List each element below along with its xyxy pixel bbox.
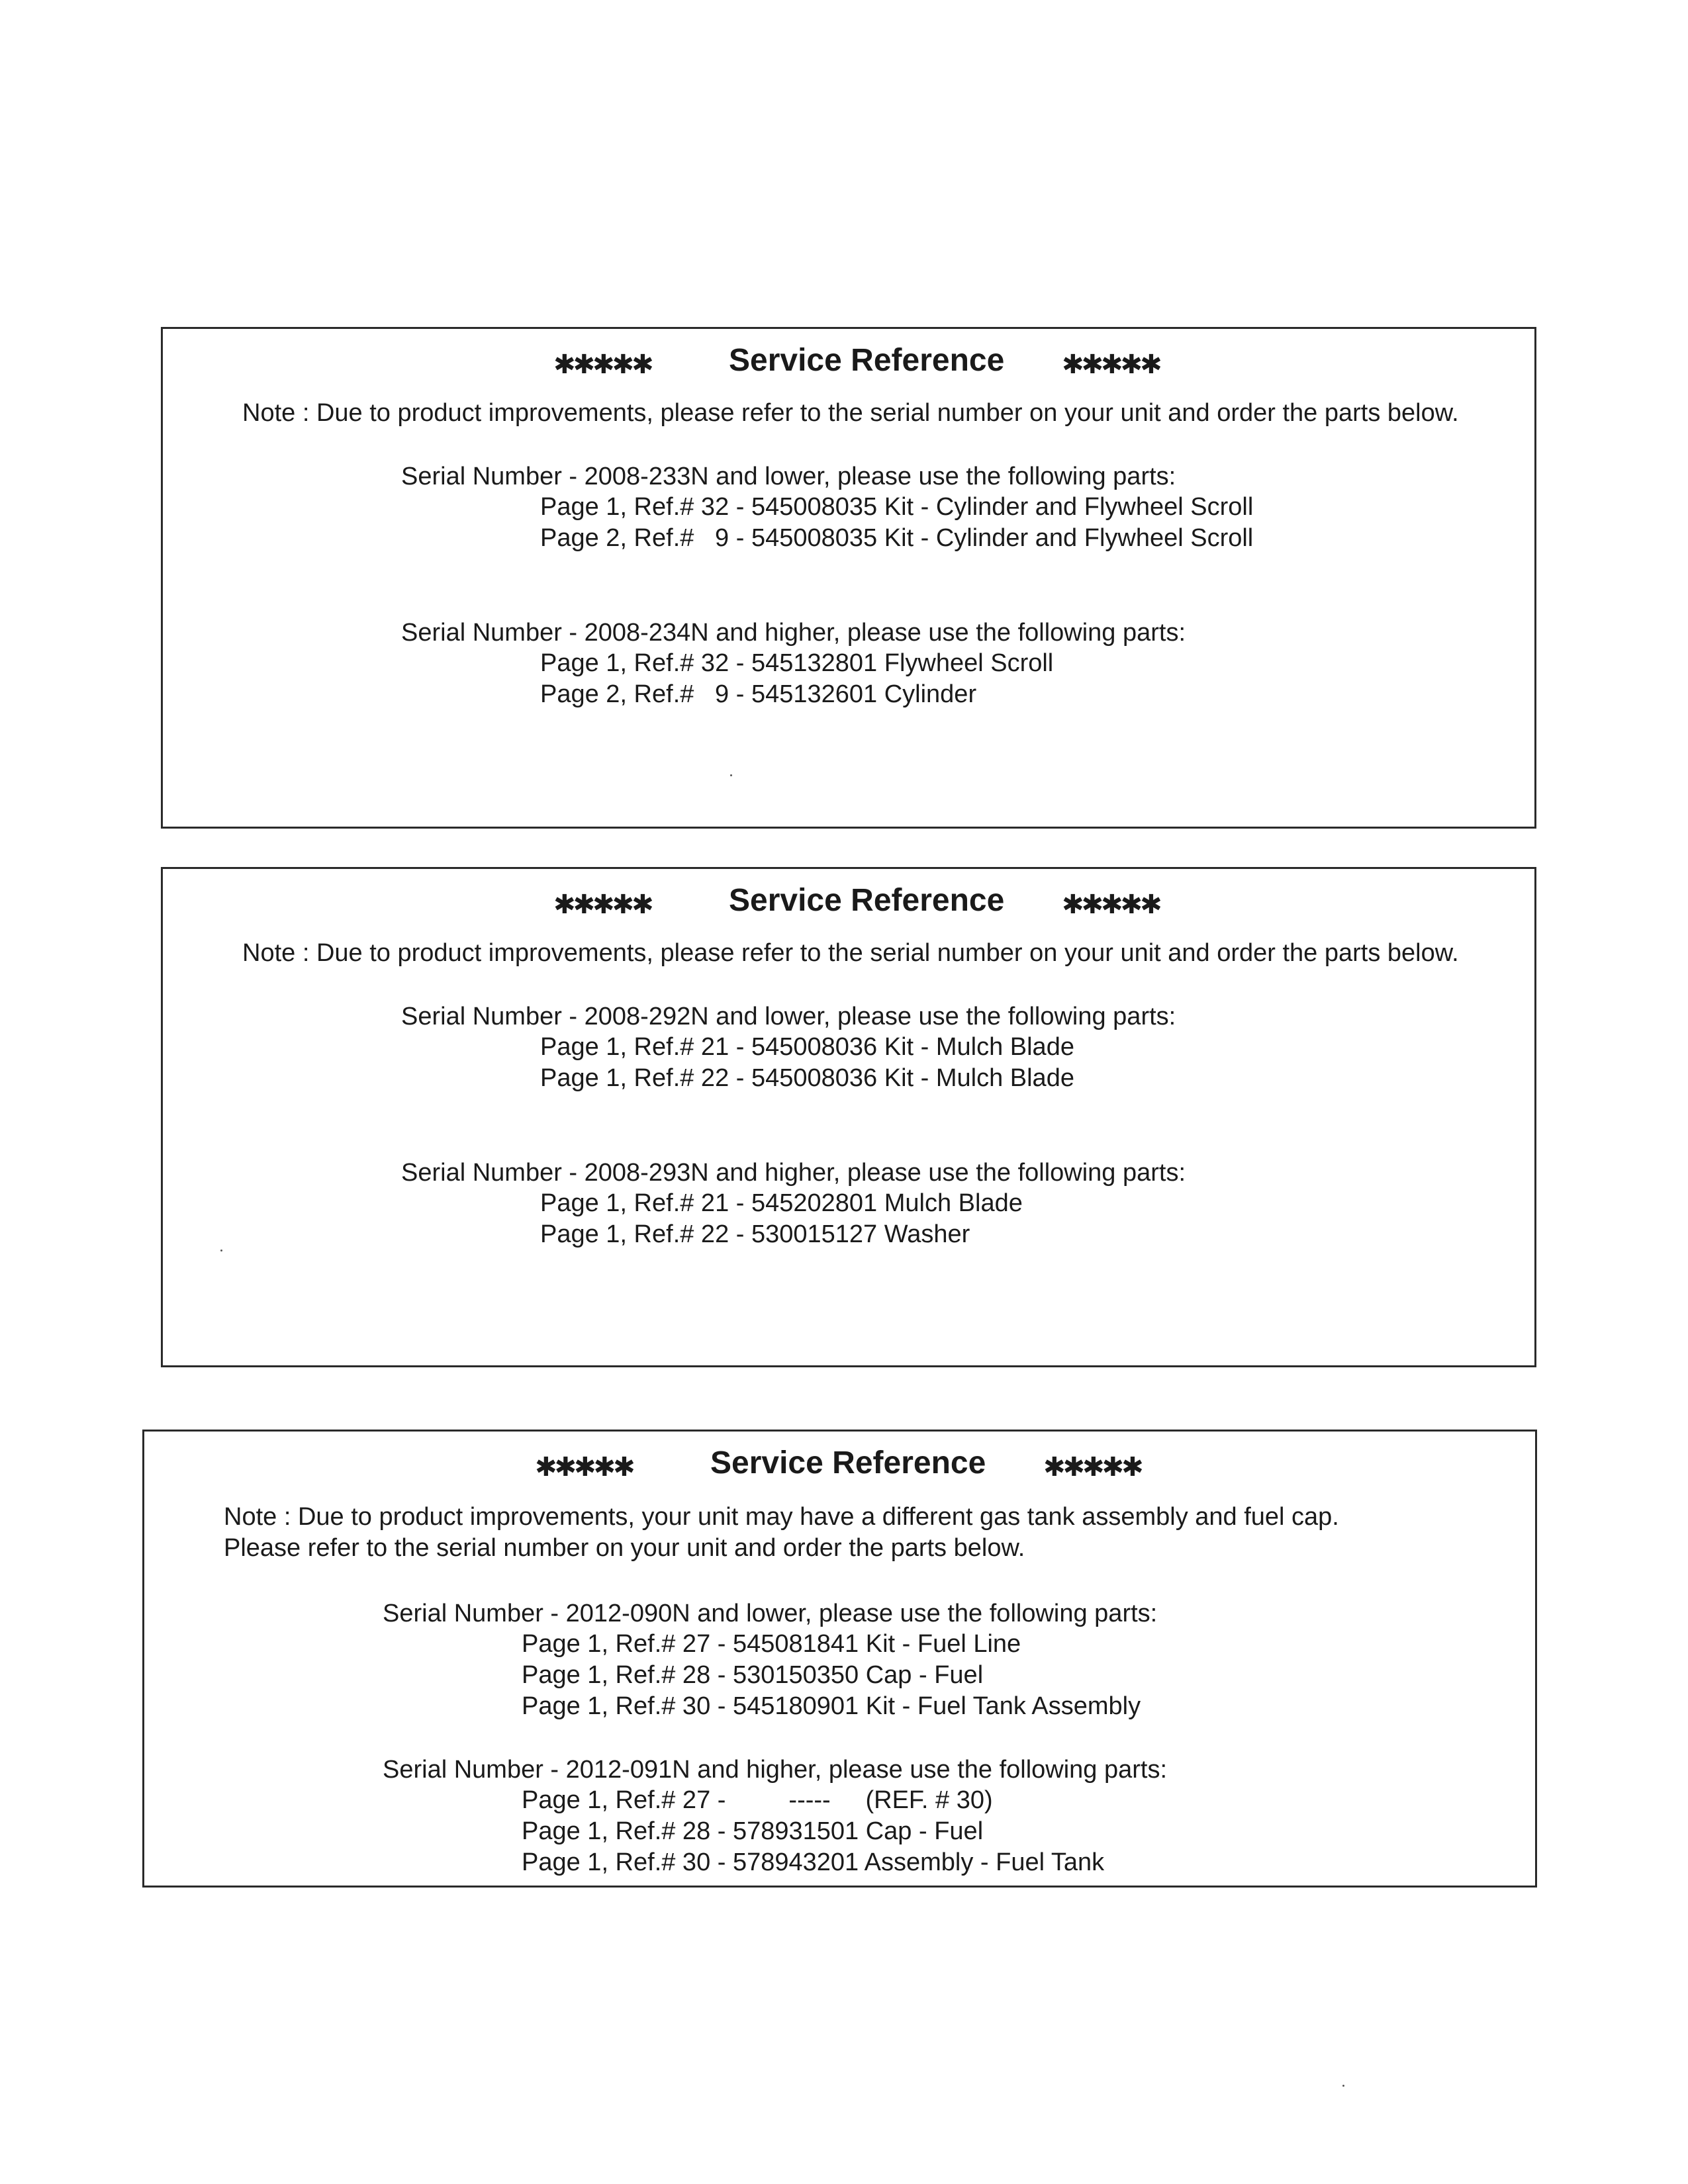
part-line: Page 2, Ref.# 9 - 545132601 Cylinder bbox=[540, 680, 977, 708]
note-text: Please refer to the serial number on your unit and order the parts below. bbox=[224, 1534, 1025, 1562]
part-line: Page 1, Ref.# 32 - 545008035 Kit - Cylinder and Flywheel Scroll bbox=[540, 493, 1254, 521]
service-reference-box-3 bbox=[142, 1430, 1537, 1888]
part-line: Page 1, Ref.# 22 - 545008036 Kit - Mulch Blade bbox=[540, 1064, 1074, 1092]
serial-number-line: Serial Number - 2008-233N and lower, please use the following parts: bbox=[401, 463, 1176, 490]
serial-number-line: Serial Number - 2008-234N and higher, please use the following parts: bbox=[401, 619, 1186, 647]
scan-speck bbox=[220, 1250, 222, 1251]
note-text: Note : Due to product improvements, please refer to the serial number on your unit and order the parts below. bbox=[242, 399, 1459, 427]
note-text: Note : Due to product improvements, please refer to the serial number on your unit and order the parts below. bbox=[242, 939, 1459, 967]
service-reference-box-1 bbox=[161, 327, 1536, 829]
serial-number-line: Serial Number - 2012-091N and higher, please use the following parts: bbox=[383, 1756, 1168, 1784]
scan-speck bbox=[1342, 2085, 1344, 2087]
part-line: Page 1, Ref.# 22 - 530015127 Washer bbox=[540, 1220, 970, 1248]
part-line: Page 2, Ref.# 9 - 545008035 Kit - Cylinder and Flywheel Scroll bbox=[540, 524, 1254, 552]
part-line: Page 1, Ref.# 30 - 545180901 Kit - Fuel Tank Assembly bbox=[522, 1692, 1141, 1720]
part-line: Page 1, Ref.# 21 - 545008036 Kit - Mulch Blade bbox=[540, 1033, 1074, 1061]
part-line: Page 1, Ref.# 27 - ----- (REF. # 30) bbox=[522, 1786, 993, 1814]
serial-number-line: Serial Number - 2012-090N and lower, please use the following parts: bbox=[383, 1600, 1158, 1627]
star-divider-right: ✱✱✱✱✱ bbox=[1062, 350, 1160, 379]
scan-speck bbox=[730, 774, 732, 776]
section-heading bbox=[163, 880, 1534, 926]
service-reference-box-2 bbox=[161, 867, 1536, 1367]
section-heading bbox=[144, 1442, 1535, 1488]
section-title: Service Reference bbox=[729, 883, 1005, 918]
part-line: Page 1, Ref.# 28 - 578931501 Cap - Fuel bbox=[522, 1817, 984, 1845]
star-divider-left: ✱✱✱✱✱ bbox=[553, 890, 651, 919]
part-line: Page 1, Ref.# 30 - 578943201 Assembly - Fuel Tank bbox=[522, 1848, 1105, 1876]
serial-number-line: Serial Number - 2008-293N and higher, please use the following parts: bbox=[401, 1159, 1186, 1187]
star-divider-left: ✱✱✱✱✱ bbox=[535, 1453, 633, 1482]
star-divider-left: ✱✱✱✱✱ bbox=[553, 350, 651, 379]
part-line: Page 1, Ref.# 27 - 545081841 Kit - Fuel Line bbox=[522, 1630, 1021, 1658]
section-title: Service Reference bbox=[710, 1445, 986, 1480]
part-line: Page 1, Ref.# 21 - 545202801 Mulch Blade bbox=[540, 1189, 1023, 1217]
note-text: Note : Due to product improvements, your unit may have a different gas tank assembly and fuel cap. bbox=[224, 1503, 1339, 1531]
section-heading bbox=[163, 340, 1534, 386]
star-divider-right: ✱✱✱✱✱ bbox=[1043, 1453, 1141, 1482]
part-line: Page 1, Ref.# 28 - 530150350 Cap - Fuel bbox=[522, 1661, 984, 1689]
serial-number-line: Serial Number - 2008-292N and lower, please use the following parts: bbox=[401, 1003, 1176, 1030]
section-title: Service Reference bbox=[729, 343, 1005, 378]
part-line: Page 1, Ref.# 32 - 545132801 Flywheel Scroll bbox=[540, 649, 1054, 677]
star-divider-right: ✱✱✱✱✱ bbox=[1062, 890, 1160, 919]
